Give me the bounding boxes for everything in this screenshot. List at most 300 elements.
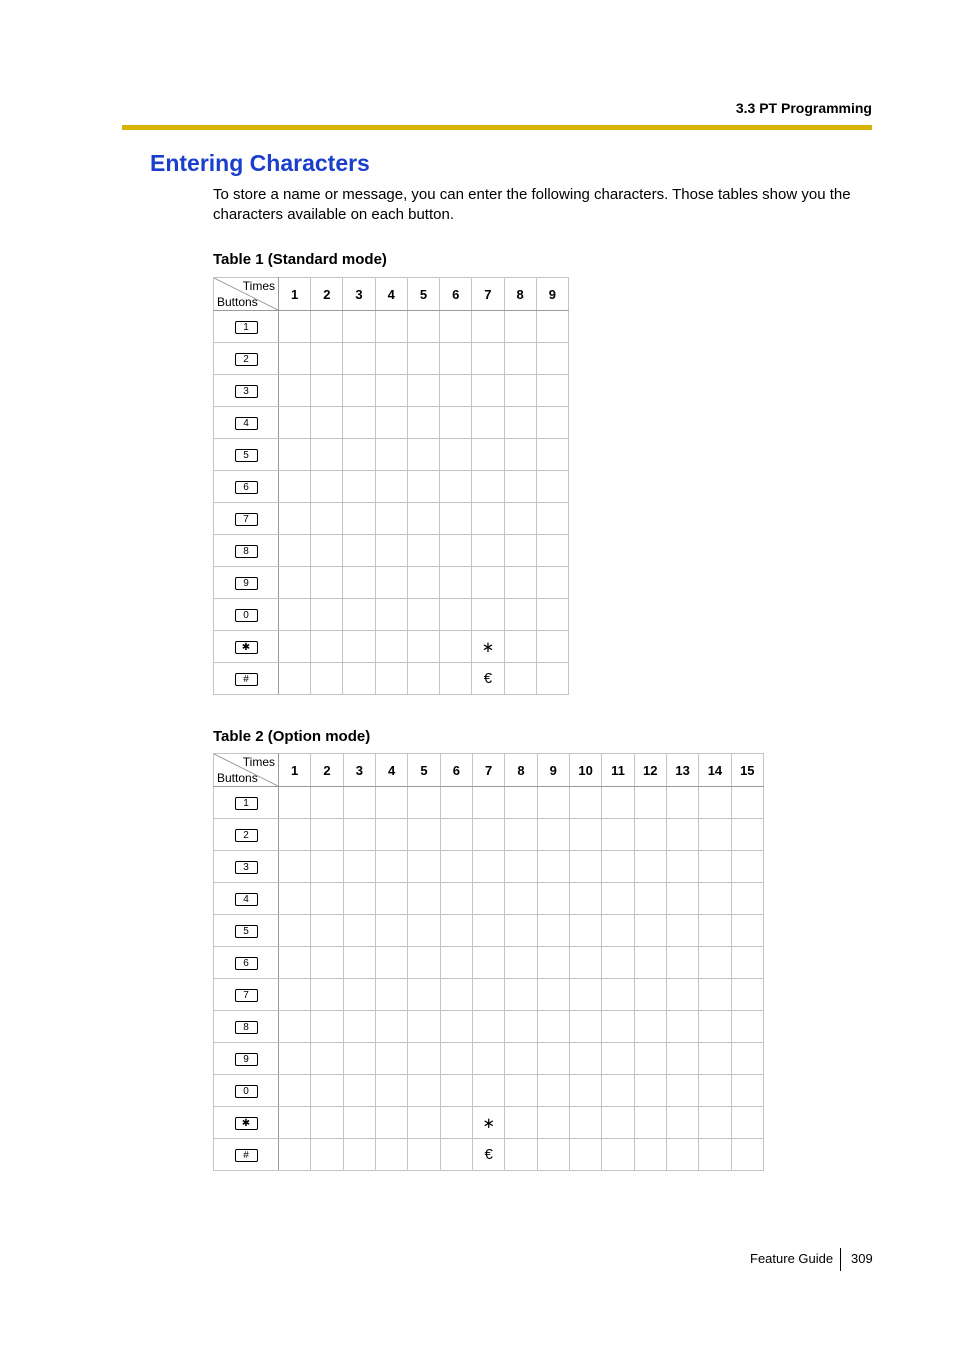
character-cell bbox=[666, 1107, 698, 1139]
standard-mode-table bbox=[213, 277, 569, 695]
character-cell bbox=[343, 979, 375, 1011]
character-cell bbox=[634, 1043, 666, 1075]
table-row bbox=[214, 851, 764, 883]
character-cell bbox=[666, 883, 698, 915]
table-row bbox=[214, 343, 569, 375]
character-cell bbox=[505, 947, 537, 979]
character-cell bbox=[407, 439, 439, 471]
character-cell bbox=[279, 787, 311, 819]
button-cell bbox=[214, 819, 279, 851]
character-cell bbox=[472, 407, 504, 439]
character-cell bbox=[505, 1075, 537, 1107]
character-cell bbox=[569, 915, 601, 947]
character-cell bbox=[279, 535, 311, 567]
character-cell bbox=[731, 883, 763, 915]
character-cell bbox=[440, 1107, 472, 1139]
times-column-header: 7 bbox=[472, 754, 504, 787]
character-cell bbox=[375, 375, 407, 407]
character-cell bbox=[505, 979, 537, 1011]
character-cell bbox=[375, 471, 407, 503]
dial-key-icon: # bbox=[235, 1149, 258, 1162]
character-cell bbox=[311, 1107, 343, 1139]
dial-key-icon: 7 bbox=[235, 989, 258, 1002]
character-cell bbox=[666, 1011, 698, 1043]
character-cell bbox=[472, 599, 504, 631]
character-cell bbox=[602, 1043, 634, 1075]
character-cell bbox=[699, 1139, 731, 1171]
page-title: Entering Characters bbox=[150, 150, 370, 176]
character-cell bbox=[537, 1075, 569, 1107]
character-cell bbox=[343, 535, 375, 567]
character-cell bbox=[311, 535, 343, 567]
character-cell bbox=[375, 1107, 407, 1139]
character-cell bbox=[440, 503, 472, 535]
header-row bbox=[214, 278, 569, 311]
character-cell bbox=[440, 599, 472, 631]
table-row bbox=[214, 1139, 764, 1171]
corner-times-label: Times bbox=[242, 279, 275, 293]
character-cell bbox=[375, 407, 407, 439]
character-cell bbox=[311, 311, 343, 343]
character-cell bbox=[536, 343, 568, 375]
character-cell bbox=[536, 311, 568, 343]
button-cell bbox=[214, 979, 279, 1011]
footer-divider bbox=[840, 1248, 841, 1271]
character-cell bbox=[375, 1139, 407, 1171]
dial-key-icon: 2 bbox=[235, 829, 258, 842]
character-cell bbox=[731, 1075, 763, 1107]
character-cell bbox=[504, 375, 536, 407]
character-cell bbox=[311, 599, 343, 631]
character-cell bbox=[375, 947, 407, 979]
character-cell bbox=[536, 407, 568, 439]
table-row bbox=[214, 471, 569, 503]
times-column-header: 8 bbox=[504, 278, 536, 311]
times-column-header: 3 bbox=[343, 754, 375, 787]
button-cell bbox=[214, 471, 279, 503]
dial-key-icon: 5 bbox=[235, 449, 258, 462]
table-row bbox=[214, 1011, 764, 1043]
character-cell bbox=[440, 787, 472, 819]
character-cell bbox=[602, 947, 634, 979]
times-column-header: 6 bbox=[440, 754, 472, 787]
character-cell bbox=[279, 819, 311, 851]
character-cell bbox=[569, 819, 601, 851]
character-cell bbox=[440, 663, 472, 695]
character-cell bbox=[472, 343, 504, 375]
character-cell bbox=[602, 851, 634, 883]
character-cell bbox=[408, 851, 440, 883]
character-cell bbox=[408, 883, 440, 915]
character-cell bbox=[343, 343, 375, 375]
character-cell bbox=[536, 439, 568, 471]
character-cell bbox=[537, 819, 569, 851]
character-cell bbox=[536, 471, 568, 503]
character-cell bbox=[634, 851, 666, 883]
character-cell bbox=[279, 947, 311, 979]
character-cell bbox=[279, 1075, 311, 1107]
character-cell bbox=[602, 1139, 634, 1171]
button-cell bbox=[214, 567, 279, 599]
character-cell bbox=[537, 1139, 569, 1171]
times-column-header: 11 bbox=[602, 754, 634, 787]
character-cell bbox=[440, 1043, 472, 1075]
times-column-header: 7 bbox=[472, 278, 504, 311]
character-cell bbox=[440, 947, 472, 979]
times-column-header: 10 bbox=[569, 754, 601, 787]
character-cell bbox=[375, 883, 407, 915]
character-cell bbox=[279, 851, 311, 883]
character-cell bbox=[408, 1011, 440, 1043]
character-cell bbox=[343, 439, 375, 471]
character-cell bbox=[569, 1139, 601, 1171]
character-cell bbox=[311, 663, 343, 695]
table-row bbox=[214, 407, 569, 439]
character-cell bbox=[343, 915, 375, 947]
character-cell bbox=[537, 947, 569, 979]
character-cell bbox=[536, 567, 568, 599]
character-cell bbox=[472, 819, 504, 851]
character-cell bbox=[699, 1043, 731, 1075]
character-cell bbox=[472, 1043, 504, 1075]
character-cell bbox=[343, 375, 375, 407]
character-cell bbox=[343, 567, 375, 599]
character-cell bbox=[343, 599, 375, 631]
character-cell bbox=[537, 787, 569, 819]
character-cell bbox=[440, 375, 472, 407]
character-cell bbox=[279, 503, 311, 535]
character-cell bbox=[666, 787, 698, 819]
character-cell bbox=[536, 631, 568, 663]
times-column-header: 12 bbox=[634, 754, 666, 787]
character-cell bbox=[408, 947, 440, 979]
option-mode-table bbox=[213, 753, 764, 1171]
character-cell bbox=[505, 1139, 537, 1171]
character-cell bbox=[407, 631, 439, 663]
character-cell bbox=[537, 915, 569, 947]
table-row bbox=[214, 819, 764, 851]
character-cell bbox=[375, 1011, 407, 1043]
character-cell bbox=[634, 1139, 666, 1171]
times-column-header: 1 bbox=[279, 278, 311, 311]
character-cell bbox=[569, 883, 601, 915]
table-row bbox=[214, 311, 569, 343]
button-cell bbox=[214, 311, 279, 343]
character-cell bbox=[472, 1011, 504, 1043]
dial-key-icon: 8 bbox=[235, 1021, 258, 1034]
character-cell bbox=[407, 343, 439, 375]
character-cell bbox=[472, 947, 504, 979]
character-cell bbox=[311, 439, 343, 471]
character-cell bbox=[537, 979, 569, 1011]
character-cell bbox=[343, 663, 375, 695]
character-cell bbox=[634, 819, 666, 851]
character-cell: € bbox=[472, 1139, 504, 1171]
character-cell bbox=[311, 375, 343, 407]
character-cell bbox=[440, 471, 472, 503]
character-cell bbox=[311, 979, 343, 1011]
times-column-header: 2 bbox=[311, 278, 343, 311]
character-cell bbox=[731, 947, 763, 979]
character-cell bbox=[343, 1011, 375, 1043]
character-cell bbox=[602, 915, 634, 947]
character-cell bbox=[279, 915, 311, 947]
button-cell bbox=[214, 1043, 279, 1075]
character-cell bbox=[699, 787, 731, 819]
dial-key-icon: ✱ bbox=[235, 1117, 258, 1130]
character-cell bbox=[375, 567, 407, 599]
character-cell bbox=[375, 1075, 407, 1107]
character-cell bbox=[407, 663, 439, 695]
character-cell bbox=[311, 915, 343, 947]
character-cell bbox=[407, 407, 439, 439]
character-cell bbox=[279, 1139, 311, 1171]
character-cell bbox=[343, 947, 375, 979]
character-cell bbox=[731, 1107, 763, 1139]
character-cell bbox=[440, 407, 472, 439]
table-row bbox=[214, 439, 569, 471]
character-cell bbox=[343, 311, 375, 343]
character-cell bbox=[504, 439, 536, 471]
character-cell bbox=[375, 851, 407, 883]
button-cell bbox=[214, 947, 279, 979]
character-cell bbox=[472, 1075, 504, 1107]
table-row bbox=[214, 567, 569, 599]
button-cell bbox=[214, 1075, 279, 1107]
character-cell bbox=[472, 375, 504, 407]
intro-paragraph: To store a name or message, you can enter the following characters. Those tables show you the characters available on each button. bbox=[213, 186, 851, 223]
header-row bbox=[214, 754, 764, 787]
character-cell bbox=[536, 663, 568, 695]
character-cell bbox=[569, 1075, 601, 1107]
character-cell bbox=[569, 1043, 601, 1075]
character-cell bbox=[407, 567, 439, 599]
character-cell bbox=[699, 819, 731, 851]
character-cell bbox=[407, 375, 439, 407]
character-cell bbox=[343, 787, 375, 819]
character-cell bbox=[375, 343, 407, 375]
character-cell bbox=[279, 407, 311, 439]
character-cell bbox=[408, 1107, 440, 1139]
character-cell bbox=[602, 819, 634, 851]
character-cell bbox=[472, 503, 504, 535]
corner-buttons-label: Buttons bbox=[217, 771, 258, 785]
button-cell bbox=[214, 663, 279, 695]
character-cell bbox=[375, 311, 407, 343]
character-cell bbox=[472, 787, 504, 819]
character-cell bbox=[311, 631, 343, 663]
character-cell bbox=[634, 883, 666, 915]
character-cell bbox=[311, 819, 343, 851]
footer-label: Feature Guide bbox=[750, 1251, 834, 1266]
character-cell bbox=[440, 819, 472, 851]
corner-header bbox=[214, 278, 279, 311]
character-cell bbox=[569, 787, 601, 819]
character-cell bbox=[505, 1043, 537, 1075]
character-cell bbox=[504, 503, 536, 535]
character-cell bbox=[699, 851, 731, 883]
character-cell bbox=[440, 1139, 472, 1171]
character-cell bbox=[375, 915, 407, 947]
dial-key-icon: 9 bbox=[235, 577, 258, 590]
character-cell bbox=[472, 535, 504, 567]
character-cell bbox=[375, 535, 407, 567]
table-row bbox=[214, 599, 569, 631]
character-cell bbox=[731, 819, 763, 851]
character-cell bbox=[440, 883, 472, 915]
dial-key-icon: 0 bbox=[235, 1085, 258, 1098]
character-cell bbox=[634, 915, 666, 947]
table-row bbox=[214, 663, 569, 695]
character-cell bbox=[279, 631, 311, 663]
table-row bbox=[214, 631, 569, 663]
character-cell bbox=[472, 979, 504, 1011]
character-cell bbox=[279, 1107, 311, 1139]
character-cell: ∗ bbox=[472, 1107, 504, 1139]
character-cell: € bbox=[472, 663, 504, 695]
character-cell bbox=[536, 375, 568, 407]
character-cell bbox=[375, 439, 407, 471]
button-cell bbox=[214, 503, 279, 535]
character-cell: ∗ bbox=[472, 631, 504, 663]
character-cell bbox=[343, 851, 375, 883]
character-cell bbox=[536, 535, 568, 567]
character-cell bbox=[375, 631, 407, 663]
character-cell bbox=[408, 1075, 440, 1107]
button-cell bbox=[214, 1139, 279, 1171]
character-cell bbox=[375, 979, 407, 1011]
times-column-header: 9 bbox=[537, 754, 569, 787]
character-cell bbox=[375, 599, 407, 631]
character-cell bbox=[311, 343, 343, 375]
character-cell bbox=[537, 1011, 569, 1043]
button-cell bbox=[214, 407, 279, 439]
character-cell bbox=[634, 979, 666, 1011]
dial-key-icon: 2 bbox=[235, 353, 258, 366]
character-cell bbox=[699, 915, 731, 947]
character-cell bbox=[504, 567, 536, 599]
character-cell bbox=[375, 1043, 407, 1075]
button-cell bbox=[214, 631, 279, 663]
character-cell bbox=[731, 979, 763, 1011]
character-cell bbox=[505, 819, 537, 851]
section-header: 3.3 PT Programming bbox=[735, 100, 872, 116]
character-cell bbox=[279, 439, 311, 471]
character-cell bbox=[375, 503, 407, 535]
button-cell bbox=[214, 1011, 279, 1043]
character-cell bbox=[472, 851, 504, 883]
button-cell bbox=[214, 883, 279, 915]
times-column-header: 4 bbox=[375, 278, 407, 311]
dial-key-icon: 3 bbox=[235, 861, 258, 874]
character-cell bbox=[472, 311, 504, 343]
dial-key-icon: 4 bbox=[235, 893, 258, 906]
header-rule bbox=[122, 125, 872, 130]
character-cell bbox=[311, 883, 343, 915]
dial-key-icon: 9 bbox=[235, 1053, 258, 1066]
character-cell bbox=[408, 1043, 440, 1075]
dial-key-icon: 1 bbox=[235, 321, 258, 334]
button-cell bbox=[214, 1107, 279, 1139]
button-cell bbox=[214, 851, 279, 883]
character-cell bbox=[279, 471, 311, 503]
character-cell bbox=[279, 1043, 311, 1075]
character-cell bbox=[279, 343, 311, 375]
dial-key-icon: 4 bbox=[235, 417, 258, 430]
table-row bbox=[214, 979, 764, 1011]
character-cell bbox=[731, 787, 763, 819]
table-row bbox=[214, 1075, 764, 1107]
character-cell bbox=[504, 663, 536, 695]
table-row bbox=[214, 375, 569, 407]
table-row bbox=[214, 883, 764, 915]
character-cell bbox=[311, 1043, 343, 1075]
character-cell bbox=[311, 787, 343, 819]
character-cell bbox=[375, 787, 407, 819]
character-cell bbox=[343, 631, 375, 663]
character-cell bbox=[311, 471, 343, 503]
character-cell bbox=[569, 947, 601, 979]
character-cell bbox=[666, 1139, 698, 1171]
times-column-header: 9 bbox=[536, 278, 568, 311]
character-cell bbox=[505, 915, 537, 947]
character-cell bbox=[602, 787, 634, 819]
character-cell bbox=[666, 851, 698, 883]
character-cell bbox=[343, 503, 375, 535]
character-cell bbox=[440, 1075, 472, 1107]
character-cell bbox=[666, 947, 698, 979]
character-cell bbox=[343, 1043, 375, 1075]
character-cell bbox=[699, 883, 731, 915]
character-cell bbox=[634, 1107, 666, 1139]
character-cell bbox=[279, 311, 311, 343]
times-column-header: 5 bbox=[408, 754, 440, 787]
character-cell bbox=[699, 1011, 731, 1043]
character-cell bbox=[504, 599, 536, 631]
table-row bbox=[214, 1107, 764, 1139]
character-cell bbox=[505, 851, 537, 883]
character-cell bbox=[537, 1043, 569, 1075]
character-cell bbox=[311, 567, 343, 599]
character-cell bbox=[279, 883, 311, 915]
character-cell bbox=[472, 439, 504, 471]
character-cell bbox=[407, 503, 439, 535]
character-cell bbox=[440, 567, 472, 599]
character-cell bbox=[343, 407, 375, 439]
character-cell bbox=[472, 567, 504, 599]
character-cell bbox=[505, 787, 537, 819]
character-cell bbox=[472, 883, 504, 915]
button-cell bbox=[214, 439, 279, 471]
dial-key-icon: 6 bbox=[235, 481, 258, 494]
character-cell bbox=[731, 1011, 763, 1043]
character-cell bbox=[279, 979, 311, 1011]
character-cell bbox=[408, 787, 440, 819]
character-cell bbox=[666, 915, 698, 947]
character-cell bbox=[408, 1139, 440, 1171]
character-cell bbox=[440, 311, 472, 343]
character-cell bbox=[407, 535, 439, 567]
corner-header bbox=[214, 754, 279, 787]
character-cell bbox=[666, 1043, 698, 1075]
dial-key-icon: 1 bbox=[235, 797, 258, 810]
character-cell bbox=[699, 947, 731, 979]
character-cell bbox=[343, 1107, 375, 1139]
character-cell bbox=[536, 503, 568, 535]
character-cell bbox=[504, 343, 536, 375]
character-cell bbox=[666, 1075, 698, 1107]
table-row bbox=[214, 535, 569, 567]
